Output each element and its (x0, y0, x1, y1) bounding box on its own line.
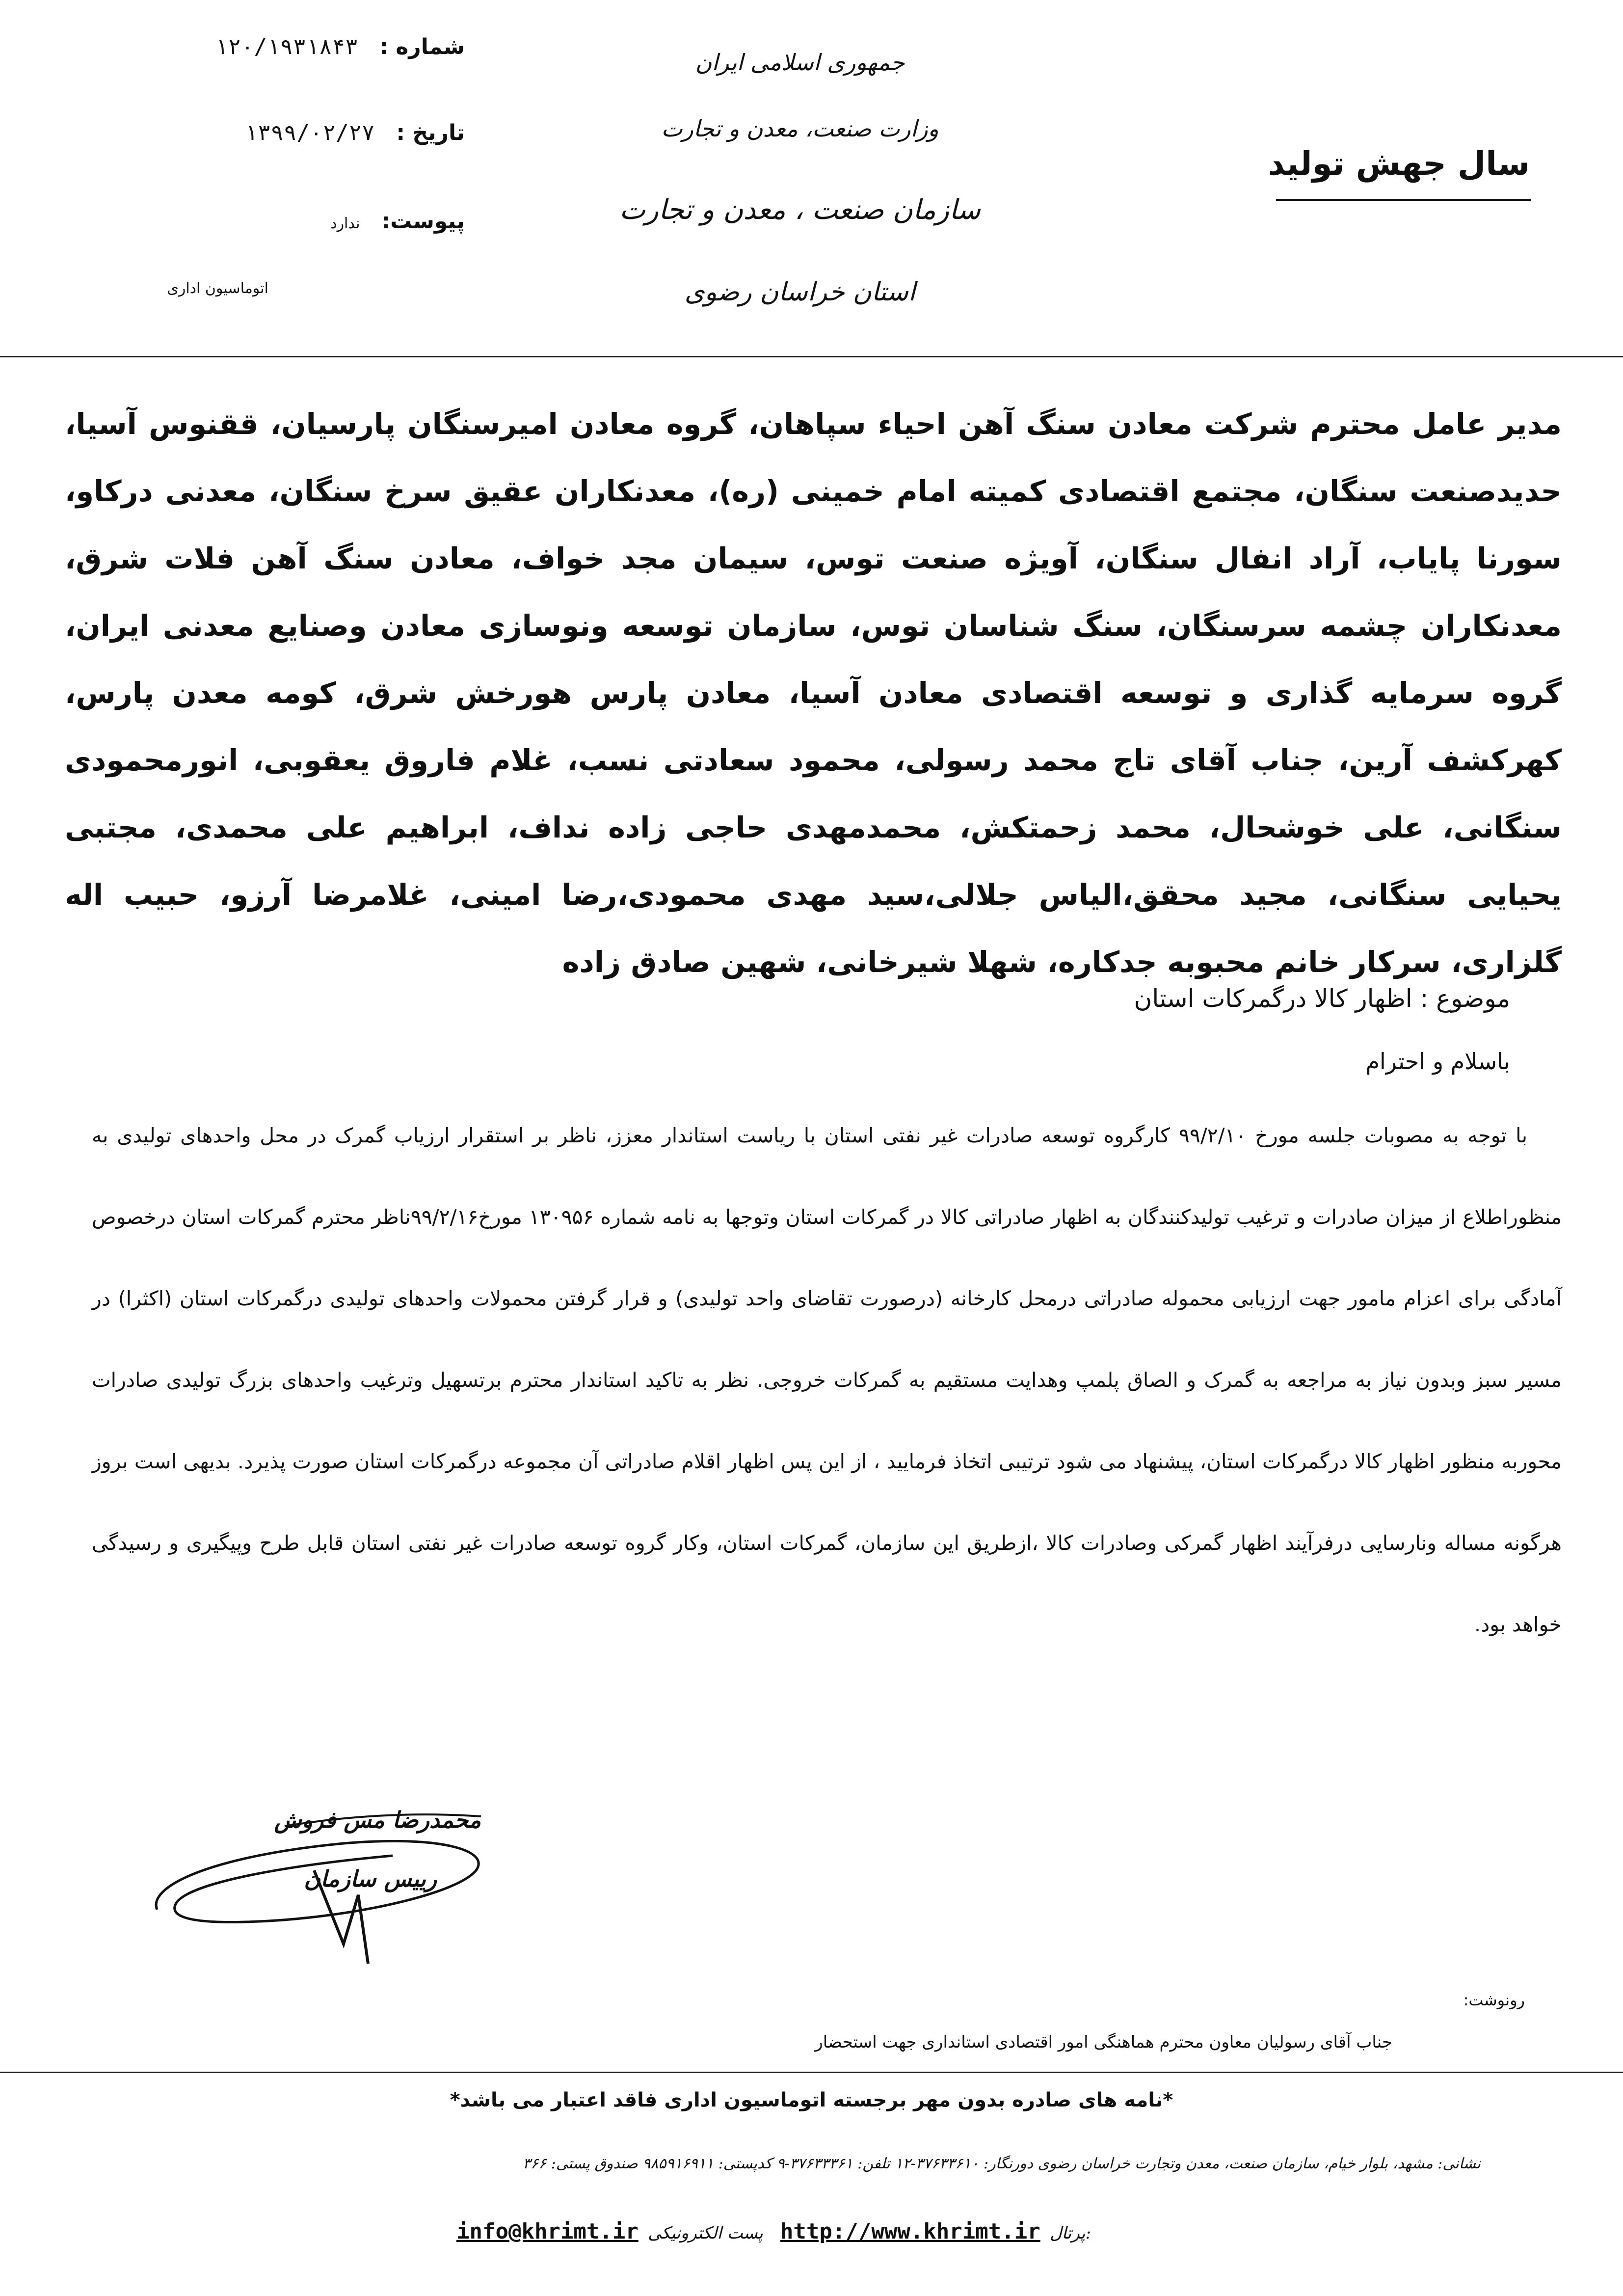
website-link[interactable]: http://www.khrimt.ir (780, 2219, 1040, 2244)
letter-attachment (330, 209, 465, 234)
recipients-list: مدیر عامل محترم شرکت معادن سنگ آهن احیاء سپاهان، گروه معادن امیرسنگان پارسیان، ققنوس آسیا، حدیدصنعت سنگان، مجتمع اقتصادی کمیته امام خمینی (ره)، معدنکاران عقیق سرخ سنگان، معدنی درکاو، سورنا پایاب، آراد انفال سنگان، آویژه صنعت توس، سیمان مجد خواف، معادن سنگ آهن فلات شرق، معدنکاران چشمه سرسنگان، سنگ شناسان توس، سازمان توسعه ونوسازی معادن وصنایع معدنی ایران، گروه سرمایه گذاری و توسعه اقتصادی معادن آسیا، معادن پارس هورخش شرق، کومه معدن پارس، کهرکشف آرین، جناب آقای تاج محمد رسولی، محمود سعادتی نسب، غلام فاروق یعقوبی، انورمحمودی سنگانی، علی خوشحال، محمد زحمتکش، محمدمهدی حاجی زاده نداف، ابراهیم علی محمدی، مجتبی یحیایی سنگانی، مجید محقق،الیاس جلالی،سید مهدی محمودی،رضا امینی، غلامرضا آرزو، حبیب اله گلزاری، سرکار خانم محبوبه جدکاره، شهلا شیرخانی، شهین صادق زاده (65, 407, 1562, 979)
copy-label: رونوشت: (1463, 1991, 1525, 2009)
letter-body (92, 1095, 1562, 1665)
number-label: شماره : (379, 34, 465, 59)
issuer-line-4: استان خراسان رضوی (684, 277, 916, 307)
issuer-line-1: جمهوری اسلامی ایران (695, 49, 905, 76)
email-label: پست الکترونیکی (647, 2223, 763, 2243)
website-label: پرتال: (1049, 2223, 1091, 2243)
attachment-label: پیوست: (381, 209, 465, 234)
slogan-underline (1276, 199, 1531, 201)
attachment-value: ندارد (330, 215, 360, 232)
issuer-line-3: سازمان صنعت ، معدن و تجارت (619, 194, 981, 226)
signatory-name: محمدرضا مس فروش (274, 1807, 481, 1833)
header-divider (0, 356, 1623, 357)
email-link[interactable]: info@khrimt.ir (456, 2219, 639, 2244)
validity-note: *نامه های صادره بدون مهر برجسته اتوماسیون اداری فاقد اعتبار می باشد* (450, 2089, 1173, 2111)
signature-block (137, 1797, 510, 1973)
subject-line: موضوع : اظهار کالا درگمرکات استان (1134, 984, 1510, 1013)
signatory-title: رییس سازمان (304, 1865, 437, 1892)
footer-divider (0, 2072, 1623, 2073)
greeting: باسلام و احترام (1365, 1048, 1510, 1075)
copy-recipient: جناب آقای رسولیان معاون محترم هماهنگی امور اقتصادی استانداری جهت استحضار (815, 2032, 1392, 2052)
year-slogan: سال جهش تولید (1268, 145, 1530, 183)
date-label: تاریخ : (396, 120, 465, 145)
letter-date (245, 120, 465, 145)
body-paragraph: با توجه به مصوبات جلسه مورخ ۹۹/۲/۱۰ کارگروه توسعه صادرات غیر نفتی استان با ریاست استاندار معزز، ناظر بر استقرار ارزیاب گمرک در محل واحدهای تولیدی به منظوراطلاع از میزان صادرات و ترغیب تولیدکنندگان به اظهار صادراتی کالا در گمرکات استان وتوجها به نامه شماره ۱۳۰۹۵۶ مورخ۹۹/۲/۱۶ناظر محترم گمرکات استان درخصوص آمادگی برای اعزام مامور جهت ارزیابی محموله صادراتی درمحل کارخانه (درصورت تقاضای واحد تولیدی) و قرار گرفتن محمولات واحدهای تولیدی درگمرکات استان (اکثرا) در مسیر سبز وبدون نیاز به مراجعه به گمرک و الصاق پلمپ وهدایت مستقیم به گمرکات خروجی. نظر به تاکید استاندار محترم برتسهیل وترغیب واحدهای بزرگ تولیدی صادرات محوربه منظور اظهار کالا درگمرکات استان، پیشنهاد می شود ترتیبی اتخاذ فرمایید ، از این پس اظهار اقلام صادراتی آن مجموعه درگمرکات استان صورت پذیرد. بدیهی است بروز هرگونه مساله ونارسایی درفرآیند اظهار گمرکی وصادرات کالا ،ازطریق این سازمان، گمرکات استان، وکار گروه توسعه صادرات غیر نفتی استان قابل طرح وپیگیری و رسیدگی خواهد بود. (92, 1124, 1562, 1636)
date-value: ۱۳۹۹/۰۲/۲۷ (244, 120, 375, 145)
contact-links (456, 2219, 1091, 2244)
office-address: نشانی: مشهد، بلوار خیام، سازمان صنعت، معدن وتجارت خراسان رضوی دورنگار: ۳۷۶۳۳۶۱۰-۱۲ تلفن: ۳۷۶۳۳۳۶۱-۹ کدپستی: ۹۸۵۹۱۶۹۱۱ صندوق پستی: ۳۶۶ (522, 2155, 1481, 2172)
issuer-line-2: وزارت صنعت، معدن و تجارت (661, 115, 939, 142)
automation-note: اتوماسیون اداری (167, 280, 268, 297)
letter-number (215, 34, 465, 59)
number-value: ۱۲۰/۱۹۳۱۸۴۳ (215, 34, 358, 59)
